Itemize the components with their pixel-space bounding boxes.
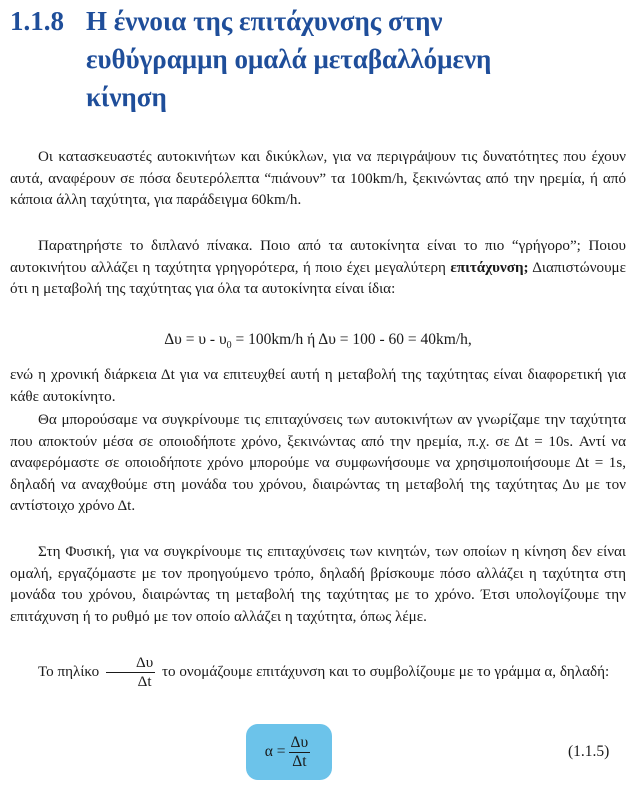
inline-fraction [106,654,155,691]
paragraph-6-text-a: Το πηλίκο [38,663,100,680]
acceleration-formula-box [246,724,332,780]
paragraph-5-block [10,542,626,628]
formula-lhs: α = [264,743,286,760]
section-heading [10,2,630,116]
paragraph-2-block [10,236,626,301]
equation-subscript: 0 [226,340,232,352]
formula-denominator: Δt [292,752,307,770]
paragraph-6 [10,654,626,691]
equation-velocity-change [10,331,626,351]
paragraph-3-block [10,365,626,408]
paragraph-1-block [10,147,626,212]
equation-part-b: = 100km/h ή Δυ = 100 - 60 = 40km/h, [235,331,472,348]
paragraph-3: ενώ η χρονική διάρκεια Δt για να επιτευχθεί αυτή η μεταβολή της ταχύτητας είναι διαφορετική για κάθε αυτοκίνητο. [10,367,626,405]
equation-number: (1.1.5) [568,743,610,760]
paragraph-4: Θα μπορούσαμε να συγκρίνουμε τις επιταχύνσεις των αυτοκινήτων αν γνωρίζαμε την ταχύτητα που αποκτούν μέσα σε οποιοδήποτε χρόνο, ξεκινώντας από την ηρεμία, π.χ. σε Δt = 10s. Αντί να αναφερόμαστε σε οποιοδήποτε χρόνο μπορούμε να συμφωνήσουμε να χρησιμοποιήσουμε Δt = 1s, δηλαδή να αναχθούμε στη μονάδα του χρόνου, διαιρώντας τη μεταβολή της ταχύτητας Δυ με τον αντίστοιχο χρόνο Δt. [10,412,626,515]
paragraph-1: Οι κατασκευαστές αυτοκινήτων και δικύκλων, για να περιγράψουν τις δυνατότητες που έχουν αυτά, αναφέρουν σε πόσα δευτερόλεπτα “πιάνουν” τα 100km/h, ξεκινώντας από την ηρεμία, ή από κάποια άλλη ταχύτητα, για παράδειγμα 60km/h. [10,149,626,209]
inline-fraction-numerator: Δυ [106,654,155,673]
paragraph-2-text-a: Παρατηρήστε το διπλανό πίνακα. Ποιο από τα αυτοκίνητα είναι το πιο “γρήγορο”; Ποιου αυτοκινήτου αλλάζει η ταχύτητα γρηγορότερα, ή ποιο έχει μεγαλύτερη [10,238,626,276]
section-number: 1.1.8 [10,6,64,36]
heading-line-1: Η έννοια της επιτάχυνσης στην [86,6,443,36]
formula-fraction [289,734,311,771]
paragraph-2-bold: επιτάχυνση; [450,259,529,276]
paragraph-6-block [10,654,626,691]
formula-numerator: Δυ [290,733,309,751]
paragraph-6-text-b: το ονομάζουμε επιτάχυνση και το συμβολίζουμε με το γράμμα α, δηλαδή: [161,663,610,680]
equation-part-a: Δυ = υ - υ [164,331,227,348]
paragraph-2 [10,236,626,301]
paragraph-5: Στη Φυσική, για να συγκρίνουμε τις επιταχύνσεις των κινητών, των οποίων η κίνηση δεν είναι ομαλή, εργαζόμαστε με τον προηγούμενο τρόπο, δηλαδή βρίσκουμε πόσο αλλάζει η ταχύτητα στη μονάδα του χρόνου, διαιρώντας τη μεταβολή της ταχύτητας με το χρόνο. Έτσι υπολογίζουμε την επιτάχυνση ή το ρυθμό με τον οποίο αλλάζει η ταχύτητα, όπως λέμε. [10,544,626,625]
heading-line-2: ευθύγραμμη ομαλά μεταβαλλόμενη [86,44,492,74]
paragraph-2-text-b: Διαπιστώνουμε ότι η μεταβολή της ταχύτητας για όλα τα αυτοκίνητα είναι ίδια: [10,259,626,298]
heading-line-3: κίνηση [86,82,167,112]
inline-fraction-denominator: Δt [137,674,152,690]
paragraph-4-block [10,410,626,518]
